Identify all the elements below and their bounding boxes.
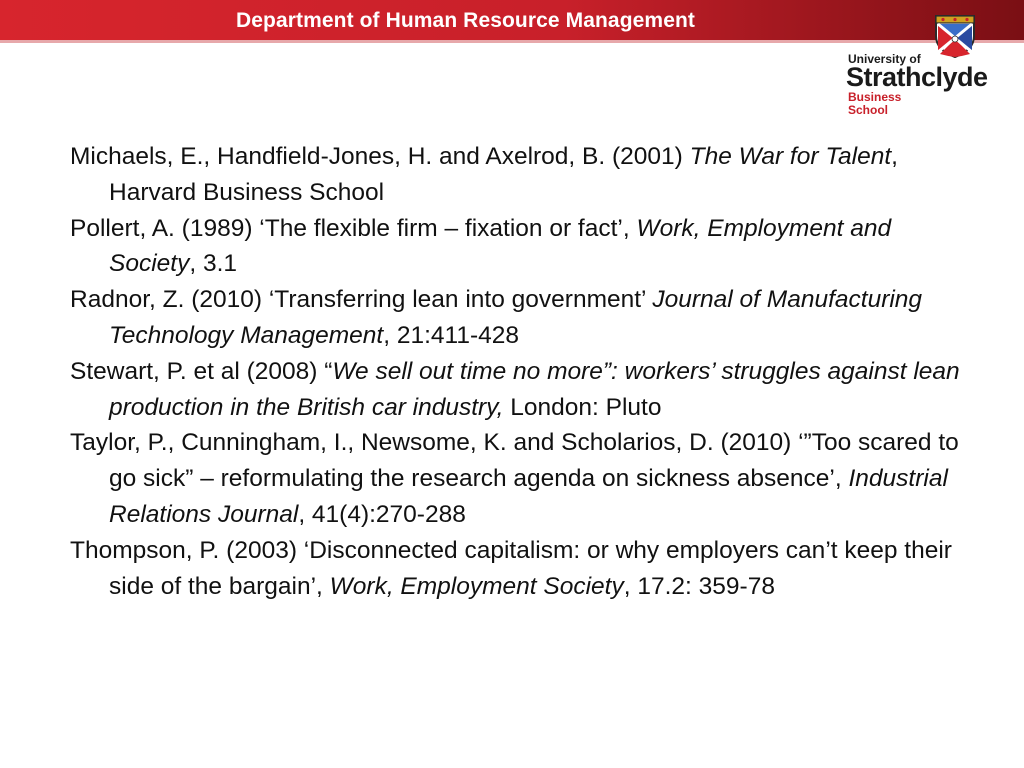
reference-text: Taylor, P., Cunningham, I., Newsome, K. and Scholarios, D. (2010) ‘”Too scared to go sick” – reformulating the research agenda on sickness absence’, [70, 429, 959, 493]
reference-text: Radnor, Z. (2010) ‘Transferring lean into government’ [70, 286, 653, 314]
reference-list [70, 139, 970, 604]
reference-title: The War for Talent [689, 143, 892, 170]
reference-item [70, 282, 970, 354]
reference-details: London: Pluto [503, 393, 662, 421]
logo-strathclyde: Strathclyde [846, 62, 988, 92]
header-title: Department of Human Resource Management [236, 9, 695, 32]
university-logo [846, 12, 996, 122]
reference-text: Thompson, P. (2003) ‘Disconnected capitalism: or why employers can’t keep their side of the bargain’, [70, 536, 952, 600]
logo-university-of: University of [848, 52, 921, 66]
reference-title: Journal of Manufacturing Technology Management [109, 286, 923, 349]
reference-title: Work, Employment Society [329, 572, 624, 600]
crest-icon [928, 12, 982, 58]
reference-details: , 41(4):270-288 [298, 500, 466, 528]
reference-item [70, 139, 970, 211]
reference-item [70, 533, 970, 605]
reference-title: Work, Employment and Society [109, 214, 892, 278]
reference-title: We sell out time no more”: workers’ struggles against lean production in the British car industry, [109, 357, 960, 421]
reference-title: Industrial Relations Journal [109, 465, 948, 528]
reference-text: Pollert, A. (1989) ‘The flexible firm – fixation or fact’, [70, 214, 637, 242]
logo-business: Business [848, 90, 902, 104]
reference-text: Stewart, P. et al (2008) “ [70, 357, 333, 385]
reference-text: Michaels, E., Handfield-Jones, H. and Axelrod, B. (2001) [70, 143, 690, 170]
reference-details: , 17.2: 359-78 [623, 572, 775, 600]
reference-details: , Harvard Business School [109, 143, 898, 206]
reference-item [70, 425, 970, 532]
logo-school: School [848, 103, 889, 117]
reference-item [70, 211, 970, 283]
reference-details: , 21:411-428 [383, 321, 520, 349]
logo-business-school [848, 91, 908, 117]
reference-details: , 3.1 [189, 250, 238, 278]
reference-item [70, 354, 970, 426]
